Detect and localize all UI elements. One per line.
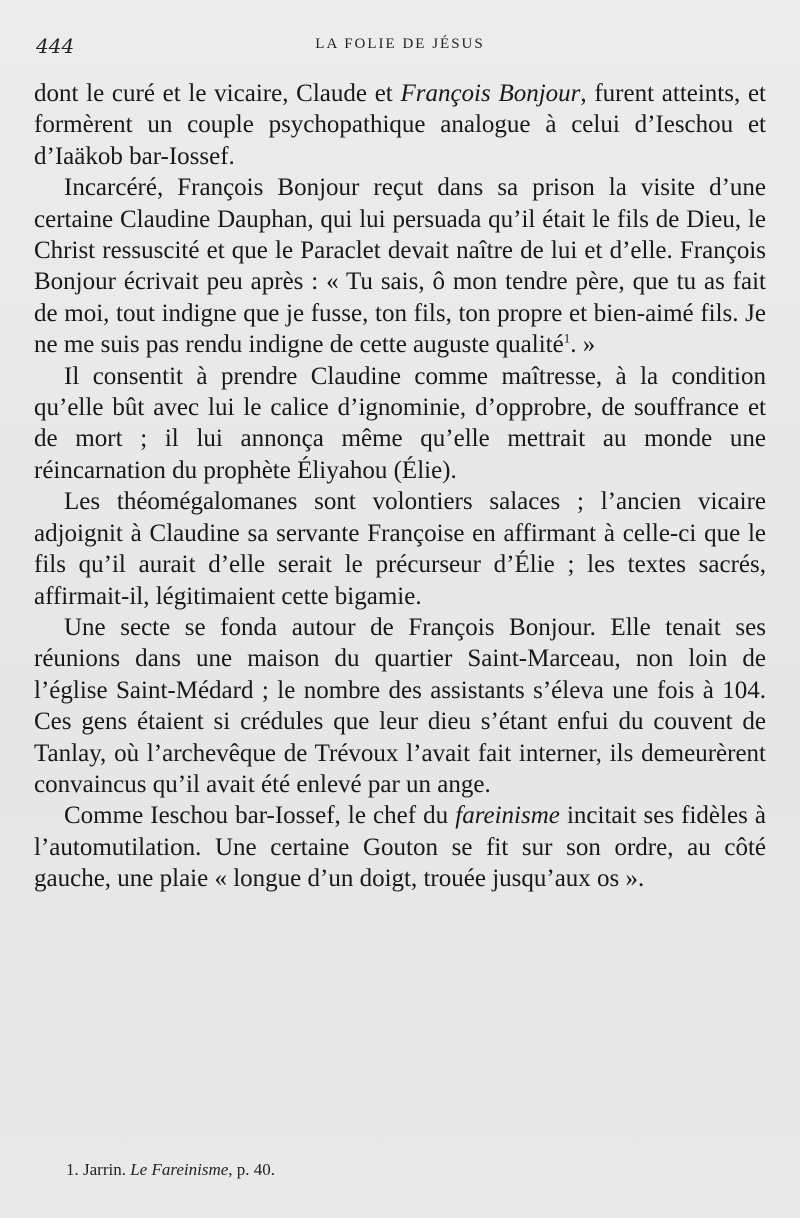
paragraph-5: [34, 612, 766, 800]
text-segment: Incarcéré, François Bonjour reçut dans sa prison la visite d’une certaine Claudine Dauphan, qui lui persuada qu’il était le fils de Dieu, le Christ ressuscité et que le Paraclet devait naître de lui et d’elle. François Bonjour écrivait peu après : « Tu sais, ô mon tendre père, que tu as fait de moi, tout indigne que je fusse, ton fils, ton propre et bien-aimé fils. Je ne me suis pas rendu indigne de cette auguste qualité: [34, 174, 766, 359]
text-segment: dont le curé et le vicaire, Claude et: [34, 80, 401, 107]
paragraph-4: [34, 486, 766, 612]
text-segment: Comme Ieschou bar-Iossef, le chef du: [64, 802, 456, 830]
footnote-title: Le Fareinisme: [130, 1160, 229, 1179]
text-segment: Les théomégalomanes sont volontiers salaces ; l’ancien vicaire adjoignit à Claudine sa servante Françoise en affirmant à celle-ci que le fils qu’il aurait d’elle serait le précurseur d’Élie ; les textes sacrés, affirmait-il, légitimaient cette bigamie.: [34, 488, 766, 610]
body-text: [34, 78, 766, 895]
text-segment: Il consentit à prendre Claudine comme maîtresse, à la condition qu’elle bût avec lui le calice d’ignominie, d’opprobre, de souffrance et de mort ; il lui annonça même qu’elle mettrait au monde une réincarnation du prophète Éliyahou (Élie).: [34, 362, 766, 484]
paragraph-6: [34, 800, 766, 894]
footnote-page: , p. 40.: [228, 1160, 276, 1179]
text-segment: , furent atteints, et formèrent un couple psychopathique analogue à celui d’Ieschou et d’Iaäkob bar-Iossef.: [34, 80, 766, 170]
running-header: [36, 34, 764, 60]
text-segment: incitait ses fidèles à l’automutilation. Une certaine Gouton se fit sur son ordre, au côté gauche, une plaie « longue d’un doigt, trouée jusqu’aux os ».: [34, 802, 766, 893]
paragraph-2: [34, 172, 766, 360]
paragraph-3: [34, 361, 766, 487]
footnote: [66, 1160, 766, 1180]
paragraph-1: [34, 78, 766, 172]
italic-name: François Bonjour: [400, 80, 581, 107]
running-title: LA FOLIE DE JÉSUS: [315, 36, 485, 52]
page-number: 444: [36, 34, 75, 58]
italic-term: fareinisme: [455, 802, 560, 830]
footnote-reference: 1: [563, 330, 571, 346]
footnote-number: 1.: [66, 1160, 79, 1179]
text-segment: Une secte se fonda autour de François Bonjour. Elle tenait ses réunions dans une maison du quartier Saint-Marceau, non loin de l’église Saint-Médard ; le nombre des assistants s’éleva une fois à 104. Ces gens étaient si crédules que leur dieu s’étant enfui du couvent de Tanlay, où l’archevêque de Trévoux l’avait fait interner, ils demeurèrent convaincus qu’il avait été enlevé par un ange.: [34, 613, 766, 798]
text-segment: . »: [570, 331, 596, 359]
footnote-author: Jarrin.: [83, 1160, 126, 1179]
